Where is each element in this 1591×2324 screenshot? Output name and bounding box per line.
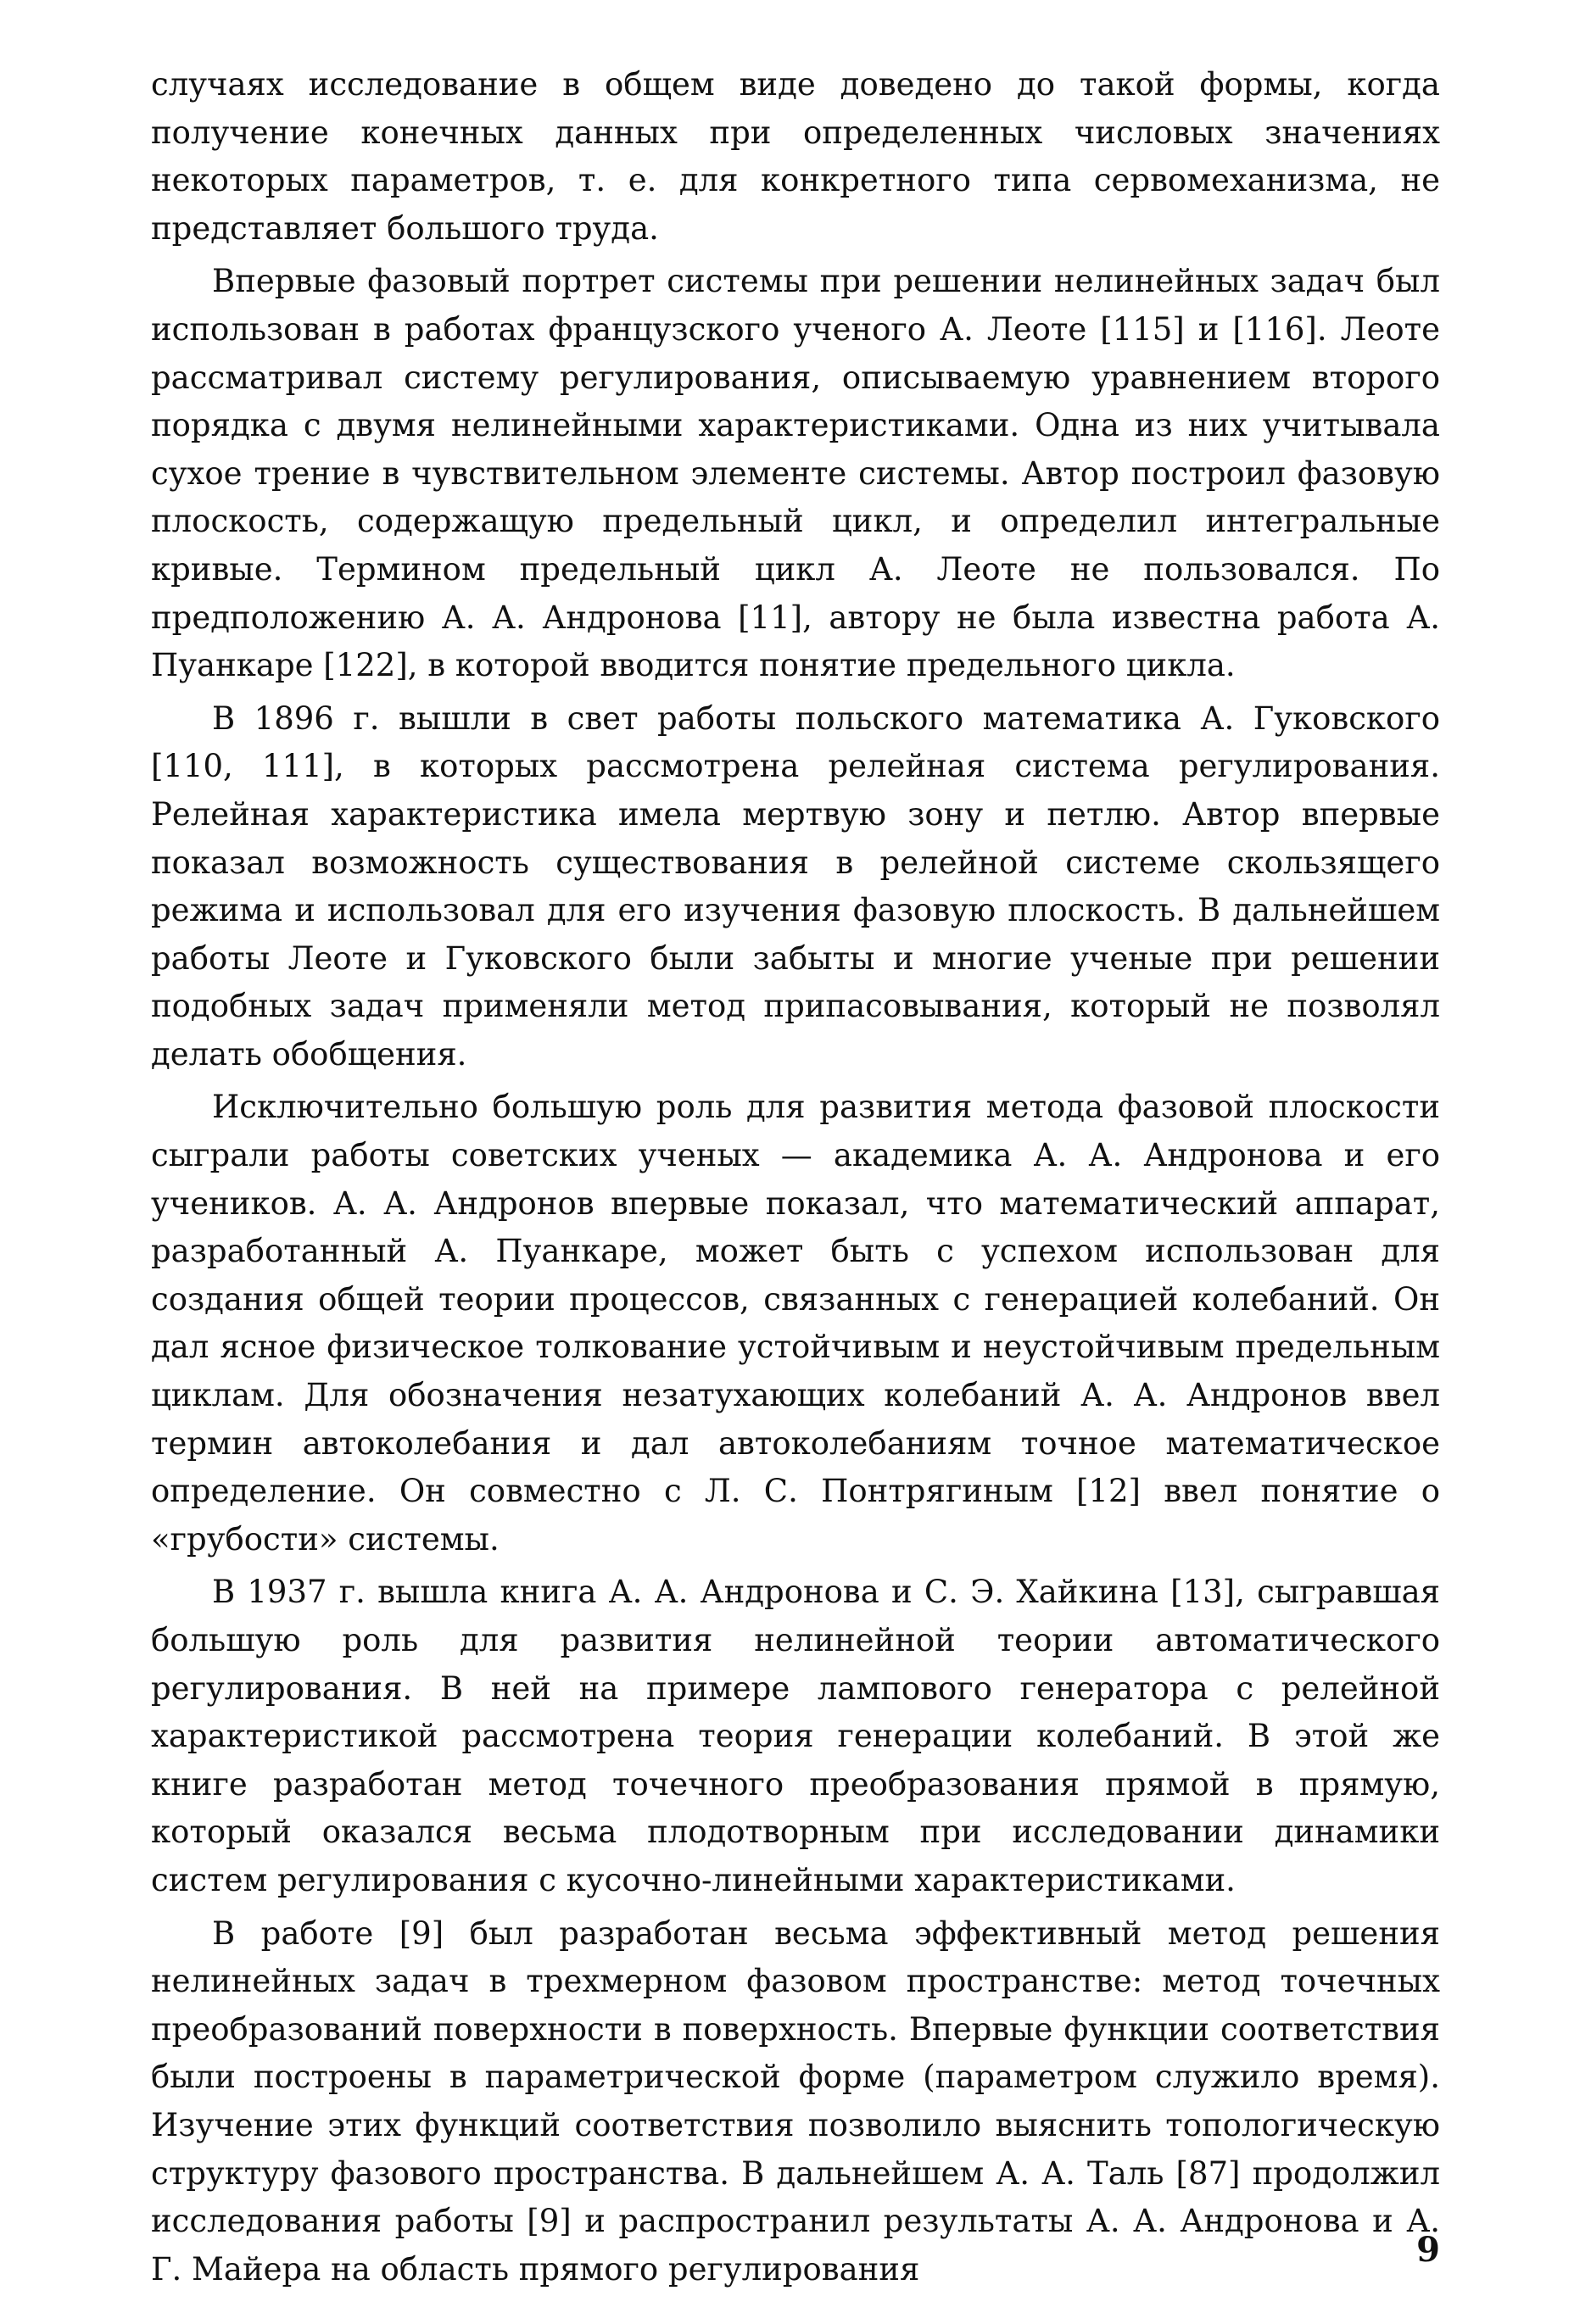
page-number: 9	[1416, 2230, 1440, 2270]
paragraph-5: В 1937 г. вышла книга А. А. Андронова и С. Э. Хайкина [13], сыгравшая большую роль для развития нелинейной теории автоматического регулирования. В ней на примере лампового генератора с релейной характеристикой рассмотрена теория генерации колебаний. В этой же книге разработан метод точечного преобразования прямой в прямую, который оказался весьма плодотворным при исследовании динамики систем регулирования с кусочно-линейными характеристиками.	[151, 1574, 1440, 1898]
paragraph-3: В 1896 г. вышли в свет работы польского математика А. Гуковского [110, 111], в которых рассмотрена релейная система регулирования. Релейная характеристика имела мертвую зону и петлю. Автор впервые показал возможность существования в релейной системе скользящего режима и использовал для его изучения фазовую плоскость. В дальнейшем работы Леоте и Гуковского были забыты и многие ученые при решении подобных задач применяли метод припасовывания, который не позволял делать обобщения.	[151, 699, 1440, 1073]
text-body	[151, 61, 1440, 2299]
paragraph-1: случаях исследование в общем виде доведено до такой формы, когда получение конечных данных при определенных числовых значениях некоторых параметров, т. е. для конкретного типа сервомеханизма, не представляет большого труда.	[151, 66, 1440, 247]
paragraph-2: Впервые фазовый портрет системы при решении нелинейных задач был использован в работах французского ученого А. Леоте [115] и [116]. Леоте рассматривал систему регулирования, описываемую уравнением второго порядка с двумя нелинейными характеристиками. Одна из них учитывала сухое трение в чувствительном элементе системы. Автор построил фазовую плоскость, содержащую предельный цикл, и определил интегральные кривые. Термином предельный цикл А. Леоте не пользовался. По предположению А. А. Андронова [11], автору не была известна работа А. Пуанкаре [122], в которой вводится понятие предельного цикла.	[151, 263, 1440, 684]
book-page	[151, 61, 1440, 2288]
paragraph-6: В работе [9] был разработан весьма эффективный метод решения нелинейных задач в трехмерном фазовом пространстве: метод точечных преобразований поверхности в поверхность. Впервые функции соответствия были построены в параметрической форме (параметром служило время). Изучение этих функций соответствия позволило выяснить топологическую структуру фазового пространства. В дальнейшем А. А. Таль [87] продолжил исследования работы [9] и распространил результаты А. А. Андронова и А. Г. Майера на область прямого регулирования	[151, 1914, 1440, 2288]
paragraph-4: Исключительно большую роль для развития метода фазовой плоскости сыграли работы советских ученых — академика А. А. Андронова и его учеников. А. А. Андронов впервые показал, что математический аппарат, разработанный А. Пуанкаре, может быть с успехом использован для создания общей теории процессов, связанных с генерацией колебаний. Он дал ясное физическое толкование устойчивым и неустойчивым предельным циклам. Для обозначения незатухающих колебаний А. А. Андронов ввел термин автоколебания и дал автоколебаниям точное математическое определение. Он совместно с Л. С. Понтрягиным [12] ввел понятие о «грубости» системы.	[151, 1089, 1440, 1558]
